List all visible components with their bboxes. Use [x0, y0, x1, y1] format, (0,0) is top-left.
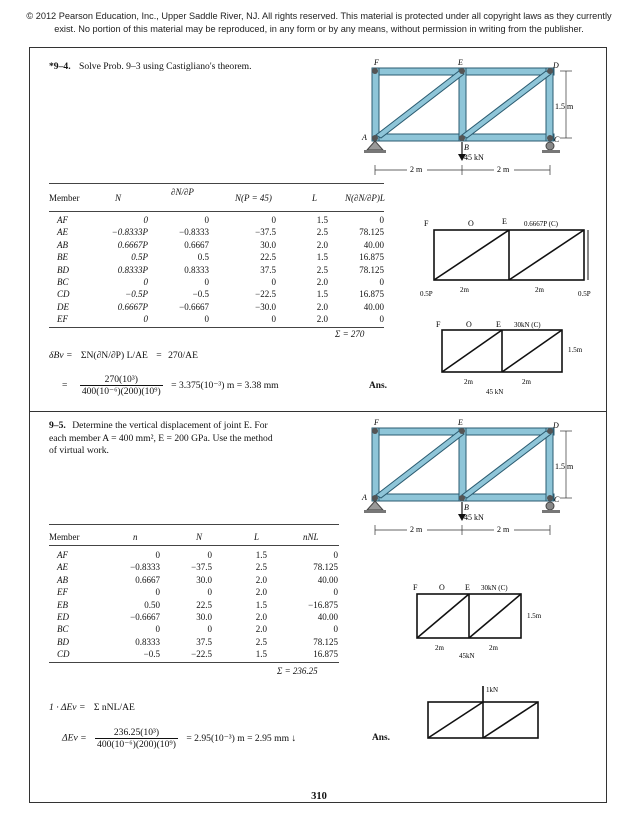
t95-cell-n: −0.8333: [130, 562, 160, 573]
t94-cell-member: AB: [57, 239, 68, 250]
t95-cell-nNL: 16.875: [313, 649, 338, 660]
sk94b-span-left: 2m: [464, 378, 473, 386]
t95-header-n: n: [133, 532, 138, 542]
table-row: [49, 227, 409, 239]
t95-cell-N: 30.0: [196, 612, 212, 622]
sk94b-load: 45 kN: [486, 388, 504, 396]
eq94-result: = 3.375(10⁻³) m = 3.38 mm: [171, 379, 279, 391]
eq95-num: 236.25(10³): [95, 727, 178, 739]
fig95-label-A: A: [362, 493, 367, 502]
t95-cell-N: 30.0: [196, 574, 212, 585]
eq94-den: 400(10⁻⁶)(200)(10⁹): [81, 386, 161, 397]
ans-9-4: Ans.: [369, 381, 387, 391]
sketch-9-4-bottom: [430, 318, 595, 398]
t95-cell-N: 22.5: [196, 599, 212, 610]
table-row: [49, 314, 409, 326]
copyright-line-2: exist. No portion of this material may be reproduced, in any form or by any means, without permission in writing from the publisher.: [54, 23, 584, 34]
t94-cell-l: 1.5: [316, 289, 328, 300]
fig95-span-left: 2 m: [410, 525, 423, 534]
t94-cell-ndndpl: 0: [379, 314, 384, 325]
t95-cell-member: ED: [57, 612, 69, 622]
t94-cell-n: 0: [143, 215, 148, 225]
t94-header-l: L: [312, 193, 318, 203]
t94-cell-np45: 0: [271, 277, 276, 287]
fig94-span-left: 2 m: [410, 165, 423, 174]
t94-cell-dndp: −0.8333: [179, 227, 209, 238]
t94-cell-dndp: −0.5: [192, 289, 209, 300]
sketch-9-5-top: [405, 580, 555, 660]
fig94-label-B: B: [464, 143, 469, 152]
t94-cell-np45: −37.5: [255, 227, 276, 238]
sk94a-E: E: [502, 217, 507, 226]
member-BD: [462, 71, 551, 138]
t94-cell-member: AE: [57, 227, 68, 238]
eq94-lhs: δBv =: [49, 350, 73, 361]
t94-cell-ndndpl: 0: [379, 277, 384, 287]
sk95a-span-right: 2m: [489, 644, 498, 652]
member-AF: [372, 68, 379, 141]
table-row: [49, 575, 409, 587]
problem-9-5-number: 9–5.: [49, 420, 66, 431]
sk94a-F: F: [424, 219, 429, 228]
problem-9-5-statement-2: each member A = 400 mm², E = 200 GPa. Use the method: [49, 432, 273, 444]
sk94b-height: 1.5m: [568, 346, 583, 354]
fig95-height: 1.5 m: [555, 462, 574, 471]
t94-cell-l: 2.0: [316, 239, 328, 250]
fig94-label-F: F: [374, 58, 379, 67]
t95-cell-L: 1.5: [255, 649, 267, 660]
t95-cell-L: 1.5: [255, 599, 267, 610]
t95-cell-member: EF: [57, 587, 68, 598]
sk94a-span-right: 2m: [535, 286, 544, 294]
t95-sum: Σ = 236.25: [277, 666, 318, 676]
table-9-4: [49, 183, 384, 343]
t94-cell-dndp: 0.5: [197, 252, 209, 263]
t94-cell-l: 2.0: [316, 301, 328, 312]
t94-cell-np45: 30.0: [260, 239, 276, 250]
t94-cell-n: 0.6667P: [117, 239, 148, 250]
member-CD: [546, 68, 553, 141]
t95-cell-N: 37.5: [196, 636, 212, 647]
eq95-line2: [62, 727, 296, 750]
fig94-label-D: D: [553, 61, 559, 70]
t94-cell-member: BC: [57, 277, 69, 287]
fig95-label-C: C: [554, 495, 560, 504]
sk95b-unit-load: 1kN: [486, 686, 499, 694]
fig95-label-F: F: [374, 418, 379, 427]
fig94-label-C: C: [554, 135, 560, 144]
t95-cell-member: AB: [57, 574, 68, 585]
eq95-rhs1: Σ nNL/AE: [93, 702, 135, 713]
t94-cell-member: BD: [57, 264, 69, 275]
t95-cell-member: BD: [57, 636, 69, 647]
support-pin-A: [367, 141, 383, 150]
t94-cell-l: 2.5: [316, 227, 328, 238]
t95-cell-N: −37.5: [191, 562, 212, 573]
fig94-height: 1.5 m: [555, 102, 574, 111]
t95-cell-nNL: −16.875: [308, 599, 338, 610]
sk95a-span-left: 2m: [435, 644, 444, 652]
problem-divider: [29, 411, 607, 412]
t95-cell-L: 2.0: [255, 612, 267, 622]
t95-cell-n: −0.6667: [130, 612, 160, 622]
eq95-lhs1: 1 · ΔEv =: [49, 702, 86, 713]
sk95a-force: 30kN (C): [481, 584, 508, 592]
fig94-span-right: 2 m: [497, 165, 510, 174]
t95-cell-n: 0.8333: [135, 636, 160, 647]
t94-cell-ndndpl: 16.875: [359, 289, 384, 300]
table-9-5: [49, 524, 339, 684]
sk94a-reaction-right: 0.5P: [578, 290, 591, 298]
t94-cell-member: CD: [57, 289, 70, 300]
eq95-den: 400(10⁻⁶)(200)(10⁹): [97, 739, 176, 750]
t94-header-np45: N(P = 45): [235, 193, 272, 203]
fig95-label-D: D: [553, 421, 559, 430]
t95-cell-n: 0.50: [144, 599, 160, 610]
t94-header-dndp: ∂N/∂P: [171, 187, 194, 197]
t95-cell-L: 2.0: [255, 624, 267, 635]
t94-cell-n: 0: [143, 277, 148, 287]
t94-cell-dndp: 0: [204, 277, 209, 287]
t94-cell-ndndpl: 16.875: [359, 252, 384, 263]
table-row: [49, 302, 409, 314]
t94-header-member: Member: [49, 193, 80, 203]
t94-cell-np45: −22.5: [255, 289, 276, 300]
sk94b-O: O: [466, 320, 472, 329]
support-roller-C: [546, 142, 554, 150]
t94-cell-np45: −30.0: [255, 301, 276, 312]
t94-cell-n: 0.6667P: [117, 301, 148, 312]
t94-cell-member: BE: [57, 252, 68, 263]
t94-cell-l: 2.0: [316, 314, 328, 325]
t94-cell-n: 0: [143, 314, 148, 325]
t94-header-n: N: [115, 193, 122, 203]
table-row: [49, 550, 409, 562]
t95-cell-member: AF: [57, 550, 68, 560]
eq94-line2: = $\frac{\text{270(10³)}}{\text{400(10⁻⁶)(200)(10⁹)}}$ = 3.375(10⁻³) m = 3.38 mm: [62, 374, 279, 397]
sk95a-load: 45kN: [459, 652, 475, 660]
t95-cell-member: CD: [57, 649, 70, 660]
problem-9-4-title: [49, 61, 252, 74]
table-row: [49, 215, 409, 227]
fig95-load: 45 kN: [464, 513, 484, 522]
t94-cell-n: 0.5P: [131, 252, 148, 263]
fig95-span-right: 2 m: [497, 525, 510, 534]
t94-cell-member: AF: [57, 215, 68, 225]
t95-cell-N: 0: [207, 550, 212, 560]
t94-cell-np45: 22.5: [260, 252, 276, 263]
t95-cell-nNL: 0: [333, 624, 338, 635]
t94-cell-np45: 0: [271, 215, 276, 225]
truss-figure-9-5: [360, 418, 585, 548]
t94-cell-dndp: 0.8333: [184, 264, 209, 275]
sk94b-span-right: 2m: [522, 378, 531, 386]
t94-cell-dndp: 0: [204, 314, 209, 325]
t94-cell-n: 0.8333P: [117, 264, 148, 275]
t94-cell-n: −0.8333P: [111, 227, 148, 238]
table-row: [49, 562, 409, 574]
t94-cell-np45: 37.5: [260, 264, 276, 275]
problem-9-4-statement: Solve Prob. 9–3 using Castigliano's theorem.: [79, 61, 252, 72]
t95-cell-L: 2.5: [255, 636, 267, 647]
t95-cell-member: BC: [57, 624, 69, 635]
sk95a-O: O: [439, 583, 445, 592]
sk94b-F: F: [436, 320, 441, 329]
sk94a-force: 0.6667P (C): [524, 220, 558, 228]
t95-cell-N: 0: [207, 624, 212, 635]
fig95-label-B: B: [464, 503, 469, 512]
t94-cell-dndp: −0.6667: [179, 301, 209, 312]
t95-cell-L: 2.0: [255, 587, 267, 598]
t95-cell-n: −0.5: [143, 649, 160, 660]
member-AE: [376, 71, 464, 138]
t95-header-L: L: [254, 532, 260, 542]
t95-cell-nNL: 40.00: [317, 574, 338, 585]
t94-cell-ndndpl: 0: [379, 215, 384, 225]
sk95a-height: 1.5m: [527, 612, 542, 620]
t95-header-N: N: [196, 532, 203, 542]
t94-cell-ndndpl: 40.00: [363, 301, 384, 312]
t94-sum: Σ = 270: [335, 329, 365, 339]
t95-cell-nNL: 0: [333, 550, 338, 560]
t95-cell-L: 2.0: [255, 574, 267, 585]
eq94-line1: δBv = ΣN(∂N/∂P) L/AE = 270/AE: [49, 350, 198, 361]
problem-9-5-statement-1: Determine the vertical displacement of joint E. For: [72, 420, 268, 431]
t95-cell-n: 0.6667: [135, 574, 160, 585]
table-row: [49, 612, 409, 624]
t94-cell-n: −0.5P: [125, 289, 148, 300]
t95-cell-nNL: 40.00: [317, 612, 338, 622]
t95-header-member: Member: [49, 532, 80, 542]
sk95a-F: F: [413, 583, 418, 592]
table-row: [49, 624, 409, 636]
sketch-9-4-top: [420, 214, 598, 304]
page-number: 310: [311, 791, 327, 802]
table-row: [49, 277, 409, 289]
fig95-label-E: E: [458, 418, 463, 427]
t95-cell-L: 1.5: [255, 550, 267, 560]
sk94a-O: O: [468, 219, 474, 228]
table-row: [49, 289, 409, 301]
problem-9-4-number: *9–4.: [49, 61, 71, 72]
eq94-result-frac: 270/AE: [168, 350, 198, 361]
eq95-line1: [49, 702, 135, 713]
eq94-num: 270(10³): [80, 374, 163, 386]
t95-cell-nNL: 78.125: [313, 636, 338, 647]
eq95-lhs2: ΔEv =: [62, 732, 87, 744]
t94-cell-ndndpl: 78.125: [359, 227, 384, 238]
member-BE: [459, 68, 466, 141]
t95-cell-n: 0: [155, 587, 160, 598]
t95-cell-member: EB: [57, 599, 68, 610]
sk95a-E: E: [465, 583, 470, 592]
t94-header-ndndpl: N(∂N/∂P)L: [345, 193, 385, 203]
t95-cell-n: 0: [155, 624, 160, 635]
copyright-notice: [0, 10, 638, 35]
eq94-sum-label: ΣN(∂N/∂P) L/AE: [80, 350, 148, 361]
truss-figure-9-4: [360, 58, 585, 188]
t95-cell-nNL: 0: [333, 587, 338, 598]
sketch-9-5-bottom: [418, 680, 568, 755]
t95-header-nNL: nNL: [303, 532, 319, 542]
table-row: [49, 637, 409, 649]
t95-cell-member: AE: [57, 562, 68, 573]
table-row: [49, 240, 409, 252]
t94-cell-l: 2.5: [316, 264, 328, 275]
t94-cell-l: 2.0: [316, 277, 328, 287]
t94-cell-l: 1.5: [316, 215, 328, 225]
t94-cell-ndndpl: 78.125: [359, 264, 384, 275]
table-row: [49, 252, 409, 264]
t94-cell-dndp: 0: [204, 215, 209, 225]
t94-cell-np45: 0: [271, 314, 276, 325]
problem-9-5-statement-3: of virtual work.: [49, 445, 109, 456]
t95-cell-nNL: 78.125: [313, 562, 338, 573]
sk94a-reaction-left: 0.5P: [420, 290, 433, 298]
t94-cell-member: EF: [57, 314, 68, 325]
sk94b-force: 30kN (C): [514, 321, 541, 329]
table-row: [49, 587, 409, 599]
ans-9-5: Ans.: [372, 733, 390, 743]
t94-cell-member: DE: [57, 301, 69, 312]
sk94b-E: E: [496, 320, 501, 329]
t94-cell-ndndpl: 40.00: [363, 239, 384, 250]
sk94a-span-left: 2m: [460, 286, 469, 294]
t94-cell-l: 1.5: [316, 252, 328, 263]
t95-cell-n: 0: [155, 550, 160, 560]
t95-cell-L: 2.5: [255, 562, 267, 573]
table-row: [49, 265, 409, 277]
problem-9-5-title: [49, 420, 273, 458]
fig94-label-E: E: [458, 58, 463, 67]
fig94-label-A: A: [362, 133, 367, 142]
fig94-load: 45 kN: [464, 153, 484, 162]
table-row: [49, 649, 409, 661]
t94-cell-dndp: 0.6667: [184, 239, 209, 250]
t95-cell-N: 0: [207, 587, 212, 598]
table-row: [49, 600, 409, 612]
copyright-line-1: © 2012 Pearson Education, Inc., Upper Saddle River, NJ. All rights reserved. This material is protected under all copyright laws as they currently: [26, 11, 612, 21]
t95-cell-N: −22.5: [191, 649, 212, 660]
eq95-result: = 2.95(10⁻³) m = 2.95 mm ↓: [186, 732, 297, 744]
